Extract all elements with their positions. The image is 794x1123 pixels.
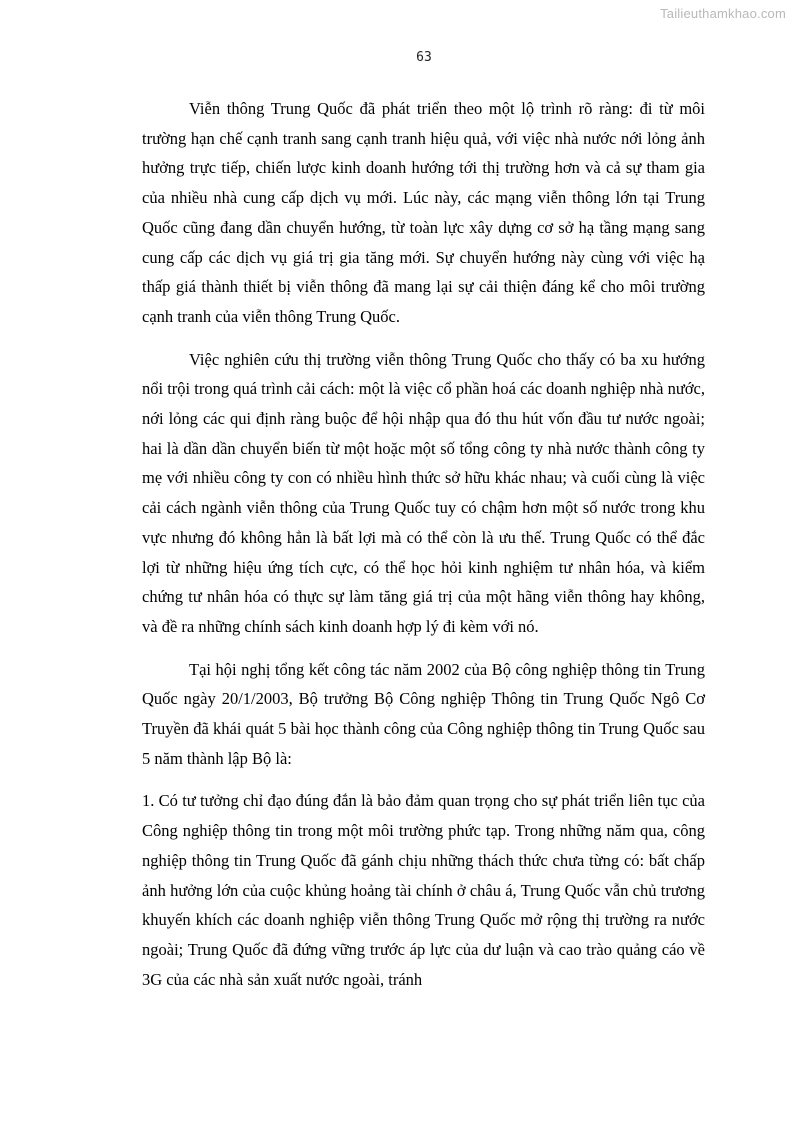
document-body [142,94,705,1007]
paragraph: Việc nghiên cứu thị trường viễn thông Trung Quốc cho thấy có ba xu hướng nổi trội trong quá trình cải cách: một là việc cổ phần hoá các doanh nghiệp nhà nước, nới lỏng các qui định ràng buộc để hội nhập qua đó thu hút vốn đầu tư nước ngoài; hai là dần dần chuyển biến từ một hoặc một số tổng công ty nhà nước thành công ty mẹ với nhiều công ty con có nhiều hình thức sở hữu khác nhau; và cuối cùng là việc cải cách ngành viễn thông của Trung Quốc tuy có chậm hơn một số nước trong khu vực nhưng đó không hẳn là bất lợi mà có thể còn là ưu thế. Trung Quốc có thể đắc lợi từ những hiệu ứng tích cực, có thể học hỏi kinh nghiệm tư nhân hóa, và kiểm chứng tư nhân hóa có thực sự làm tăng giá trị của một hãng viễn thông hay không, và đề ra những chính sách kinh doanh hợp lý đi kèm với nó. [142,349,705,636]
paragraph: Viễn thông Trung Quốc đã phát triển theo một lộ trình rõ ràng: đi từ môi trường hạn chế cạnh tranh sang cạnh tranh hiệu quả, với việc nhà nước nới lỏng ảnh hưởng trực tiếp, chiến lược kinh doanh hướng tới thị trường hơn và cả sự tham gia của nhiều nhà cung cấp dịch vụ mới. Lúc này, các mạng viễn thông lớn tại Trung Quốc cũng đang dần chuyển hướng, từ toàn lực xây dựng cơ sở hạ tầng mạng sang cung cấp các dịch vụ giá trị gia tăng mới. Sự chuyển hướng này cùng với việc hạ thấp giá thành thiết bị viễn thông đã mang lại sự cải thiện đáng kể cho môi trường cạnh tranh của viễn thông Trung Quốc. [142,99,705,326]
paragraph: Tại hội nghị tổng kết công tác năm 2002 của Bộ công nghiệp thông tin Trung Quốc ngày 20/1/2003, Bộ trưởng Bộ Công nghiệp Thông tin Trung Quốc Ngô Cơ Truyền đã khái quát 5 bài học thành công của Công nghiệp thông tin Trung Quốc sau 5 năm thành lập Bộ là: [142,659,705,768]
numbered-paragraph: 1. Có tư tưởng chỉ đạo đúng đắn là bảo đảm quan trọng cho sự phát triển liên tục của Công nghiệp thông tin trong một môi trường phức tạp. Trong những năm qua, công nghiệp thông tin Trung Quốc đã gánh chịu những thách thức chưa từng có: bất chấp ảnh hưởng lớn của cuộc khủng hoảng tài chính ở châu á, Trung Quốc vẫn chủ trương khuyến khích các doanh nghiệp viễn thông Trung Quốc mở rộng thị trường ra nước ngoài; Trung Quốc đã đứng vững trước áp lực của dư luận và cao trào quảng cáo về 3G của các nhà sản xuất nước ngoài, tránh [142,791,705,989]
watermark: Tailieuthamkhao.com [660,6,786,21]
page-number: 63 [416,50,432,65]
